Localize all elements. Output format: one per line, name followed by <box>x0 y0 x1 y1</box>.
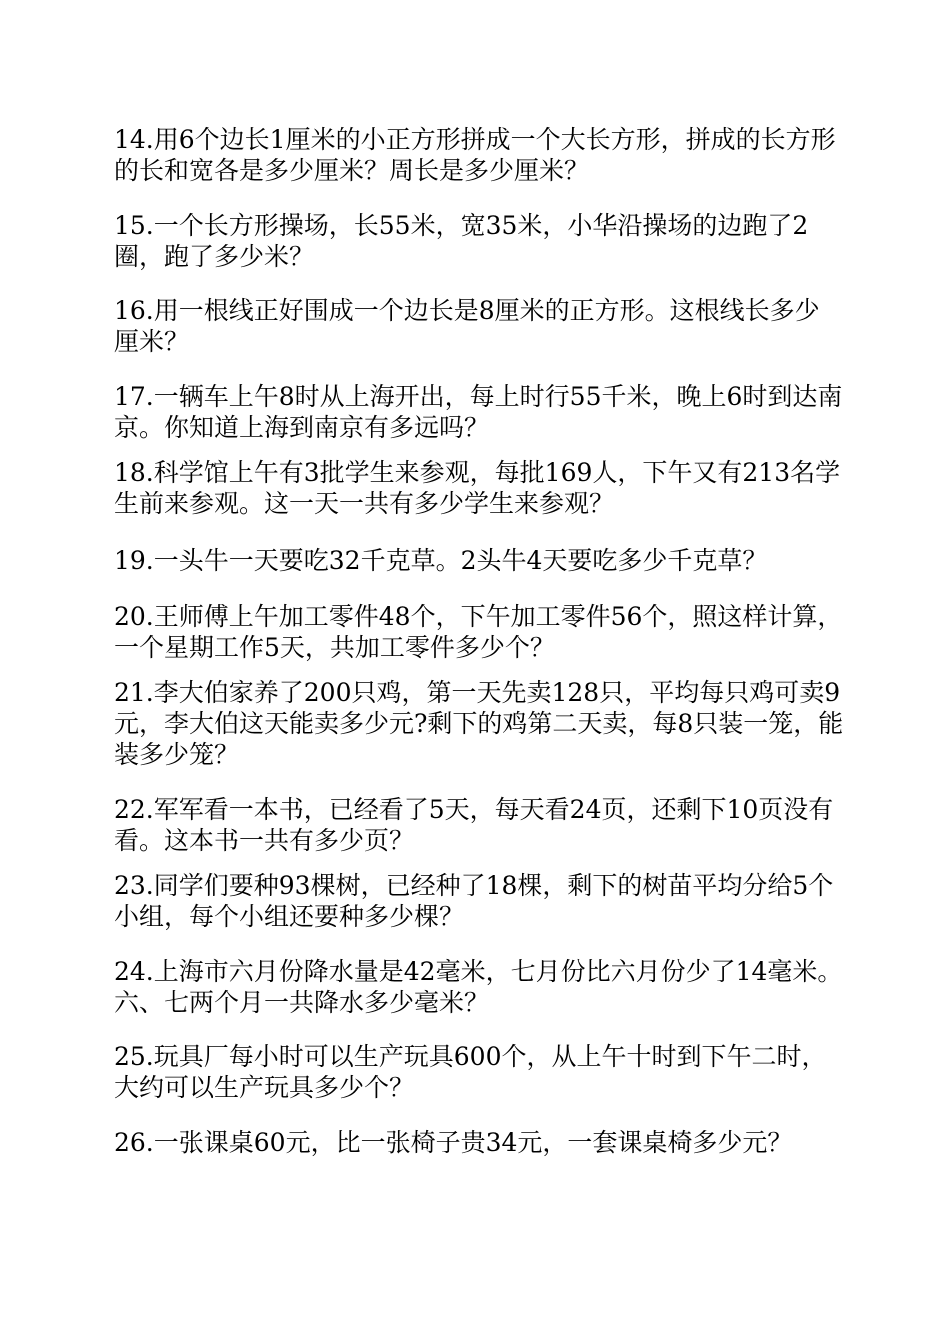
question-16: 16.用一根线正好围成一个边长是8厘米的正方形。这根线长多少厘米？ <box>114 296 820 356</box>
question-21: 21.李大伯家养了200只鸡，第一天先卖128只，平均每只鸡可卖9元，李大伯这天能卖多少元?剩下的鸡第二天卖，每8只装一笼，能装多少笼？ <box>114 678 844 769</box>
question-18: 18.科学馆上午有3批学生来参观，每批169人，下午又有213名学生前来参观。这一天一共有多少学生来参观？ <box>114 458 841 518</box>
question-25: 25.玩具厂每小时可以生产玩具600个，从上午十时到下午二时，大约可以生产玩具多少个？ <box>114 1042 827 1102</box>
question-19: 19.一头牛一天要吃32千克草。2头牛4天要吃多少千克草？ <box>114 546 768 575</box>
question-20: 20.王师傅上午加工零件48个，下午加工零件56个，照这样计算，一个星期工作5天，共加工零件多少个？ <box>114 602 843 662</box>
question-14: 14.用6个边长1厘米的小正方形拼成一个大长方形，拼成的长方形的长和宽各是多少厘米？周长是多少厘米？ <box>114 125 836 185</box>
question-15: 15.一个长方形操场，长55米，宽35米，小华沿操场的边跑了2圈，跑了多少米？ <box>114 211 809 271</box>
question-23: 23.同学们要种93棵树，已经种了18棵，剩下的树苗平均分给5个小组，每个小组还要种多少棵？ <box>114 871 834 931</box>
question-26: 26.一张课桌60元，比一张椅子贵34元，一套课桌椅多少元？ <box>114 1128 793 1157</box>
question-17: 17.一辆车上午8时从上海开出，每上时行55千米，晚上6时到达南京。你知道上海到南京有多远吗？ <box>114 382 843 442</box>
question-22: 22.军军看一本书，已经看了5天，每天看24页，还剩下10页没有看。这本书一共有多少页？ <box>114 795 834 855</box>
question-24: 24.上海市六月份降水量是42毫米，七月份比六月份少了14毫米。六、七两个月一共降水多少毫米？ <box>114 957 843 1017</box>
